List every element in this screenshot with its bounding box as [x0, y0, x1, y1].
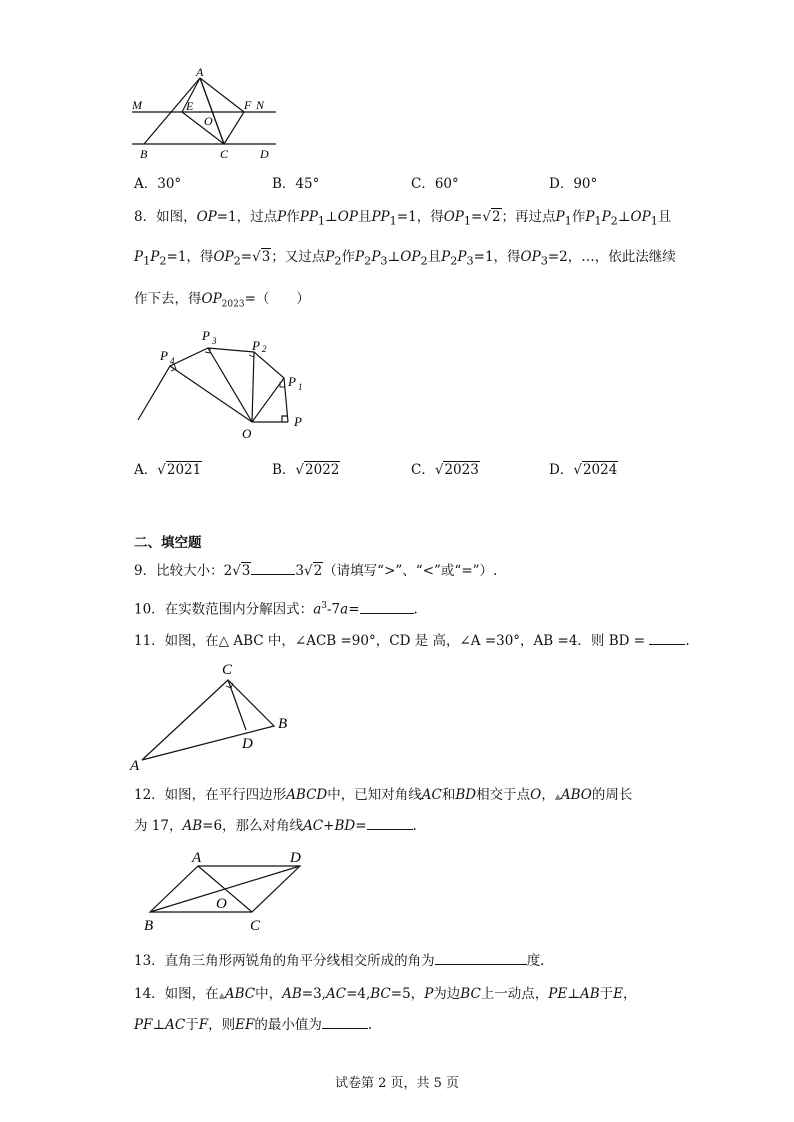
label-o: O	[242, 426, 252, 441]
answer-blank[interactable]	[367, 817, 413, 830]
label-C: C	[220, 147, 229, 160]
label-c: C	[250, 918, 261, 934]
label-c: C	[222, 662, 233, 678]
q7-option-c[interactable]	[411, 172, 459, 192]
option-letter: B．	[272, 462, 296, 478]
label-d: D	[242, 736, 253, 752]
label-d: D	[290, 850, 301, 866]
label-a: A	[192, 850, 202, 866]
label-F: F	[244, 98, 252, 112]
option-value: 90°	[573, 176, 598, 192]
option-letter: A．	[134, 462, 158, 478]
option-value: 45°	[295, 176, 320, 192]
answer-blank[interactable]	[360, 601, 414, 614]
q8-option-d[interactable]: D．√2024	[549, 462, 618, 478]
q7-option-a[interactable]	[134, 172, 181, 192]
option-value: 2022	[305, 462, 340, 478]
label-p2: P	[252, 338, 260, 353]
q8-option-b[interactable]: B．√2022	[272, 462, 340, 478]
section-title: 二、填空题	[134, 535, 202, 551]
q8-line-3: 作下去，得$OP_{2023}=$（ ）	[134, 291, 310, 310]
label-p4: P	[160, 348, 168, 363]
q13-line: 13．直角三角形两锐角的角平分线相交所成的角为 度.	[134, 953, 545, 969]
figure-q7	[128, 64, 278, 160]
option-letter: C．	[411, 176, 435, 192]
q14-line-2: PF⊥AC于F，则EF的最小值为 .	[134, 1017, 373, 1033]
option-letter: A．	[134, 176, 158, 192]
label-p3-sub: 3	[212, 336, 217, 346]
label-p1: P	[288, 374, 296, 389]
label-A: A	[196, 65, 204, 79]
answer-blank[interactable]	[322, 1016, 368, 1029]
q11-line: 11．如图，在△ ABC 中，∠ACB =90°，CD 是 高，∠A =30°，AB =4．则 BD = .	[134, 633, 690, 649]
label-M: M	[132, 98, 142, 112]
label-o: O	[216, 896, 227, 912]
label-p1-sub: 1	[298, 382, 303, 392]
q12-line-1: 12．如图，在平行四边形ABCD中，已知对角线AC和BD相交于点O，▲ABO的周长	[134, 787, 633, 803]
figure-q12	[140, 848, 320, 934]
option-value: 2021	[166, 462, 202, 478]
label-O: O	[204, 114, 213, 128]
option-letter: C．	[411, 462, 435, 478]
option-letter: D．	[549, 176, 574, 192]
option-letter: D．	[549, 462, 574, 478]
q8-line-2: $P_1P_2=1$，得$OP_2=√3$；又过点$P_2$作$P_2P_3\perp OP_2$且$P_2P_3=1$，得$OP_3=2$，…，依此法继续	[134, 249, 676, 268]
answer-blank[interactable]	[649, 632, 685, 645]
q8-option-a[interactable]: A．√2021	[134, 462, 202, 478]
label-E: E	[186, 99, 194, 113]
option-value: 2023	[444, 462, 479, 478]
label-D: D	[260, 147, 269, 160]
label-N: N	[256, 98, 265, 112]
label-B: B	[140, 147, 148, 160]
option-letter: B．	[272, 176, 296, 192]
q14-line-1: 14．如图，在▲ABC中，AB=3,AC=4,BC=5，P为边BC上一动点，PE⊥AB于E，	[134, 986, 637, 1002]
q9-line: 9．比较大小：2√3 3√2（请填写“>”、“<”或“=”）.	[134, 563, 498, 579]
q7-option-d[interactable]	[549, 172, 597, 192]
q8-line-1: 8．如图，OP=1，过点P作$PP_1\perp OP$且$PP_1=1$，得$OP_1=√2$；再过点$P_1$作$P_1P_2\perp OP_1$且	[134, 209, 672, 228]
option-value: 30°	[157, 176, 182, 192]
label-p4-sub: 4	[170, 356, 175, 366]
option-value: 2024	[582, 462, 618, 478]
q12-line-2: 为 17，AB=6，那么对角线AC+BD= .	[134, 818, 417, 834]
answer-blank[interactable]	[251, 562, 295, 575]
q7-option-b[interactable]	[272, 172, 319, 192]
figure-q8	[130, 326, 320, 444]
label-p3: P	[202, 328, 210, 343]
answer-blank[interactable]	[435, 952, 527, 965]
label-b: B	[278, 716, 288, 732]
label-b: B	[144, 918, 154, 934]
figure-q11	[128, 658, 298, 774]
q10-line: 10．在实数范围内分解因式：$a^3-7a=$ .	[134, 601, 418, 618]
label-a: A	[130, 758, 140, 774]
label-p2-sub: 2	[262, 344, 267, 354]
page-footer: 试卷第 2 页，共 5 页	[334, 1076, 460, 1091]
q8-option-c[interactable]: C．√2023	[411, 462, 479, 478]
option-value: 60°	[434, 176, 459, 192]
label-p: P	[294, 414, 302, 429]
